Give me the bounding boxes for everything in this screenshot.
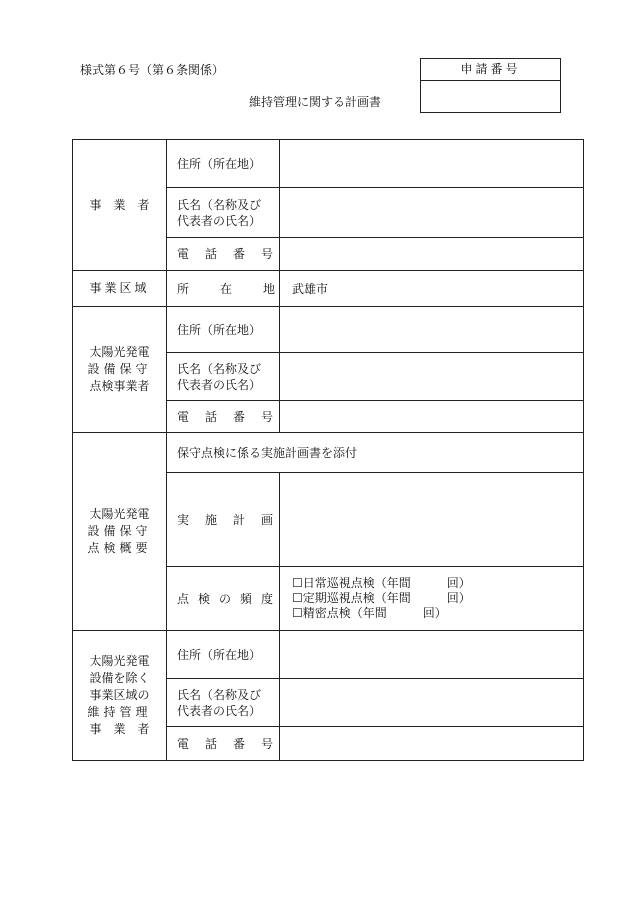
form-number: 様式第６号（第６条関係）: [80, 63, 225, 77]
inspection-operator-name-label: 氏名（名称及び 代表者の氏名）: [167, 353, 280, 401]
operator-phone-field[interactable]: [280, 238, 584, 271]
operator-label: 事 業 者: [73, 140, 167, 271]
operator-name-label: 氏名（名称及び 代表者の氏名）: [167, 188, 280, 238]
frequency-field: [280, 567, 584, 631]
periodic-patrol-checkbox[interactable]: ☐定期巡視点検（年間 回）: [292, 591, 471, 605]
area-maintenance-address-label: 住所（所在地）: [167, 631, 280, 679]
inspection-operator-phone-field[interactable]: [280, 401, 584, 433]
operator-phone-label: 電 話 番 号: [167, 238, 280, 271]
area-maintenance-name-label: 氏名（名称及び 代表者の氏名）: [167, 679, 280, 727]
area-maintenance-phone-label: 電 話 番 号: [167, 727, 280, 761]
attachment-note: 保守点検に係る実施計画書を添付: [167, 433, 584, 473]
operator-address-label: 住所（所在地）: [167, 140, 280, 188]
application-number-box: [420, 58, 561, 113]
maintenance-plan-table: [72, 139, 584, 761]
inspection-overview-label: 太陽光発電 設備保守 点検概要: [73, 433, 167, 631]
plan-label: 実 施 計 画: [167, 473, 280, 567]
area-maintenance-label: 太陽光発電 設備を除く 事業区域の 維持管理 事 業 者: [73, 631, 167, 761]
detailed-inspection-checkbox[interactable]: ☐精密点検（年間 回）: [292, 606, 447, 620]
area-location-label: 所 在 地: [167, 271, 280, 307]
operator-name-field[interactable]: [280, 188, 584, 238]
inspection-operator-address-field[interactable]: [280, 307, 584, 353]
document-title: 維持管理に関する計画書: [248, 95, 381, 109]
area-location-value[interactable]: 武雄市: [280, 271, 584, 307]
area-maintenance-phone-field[interactable]: [280, 727, 584, 761]
application-number-label: 申請番号: [421, 59, 560, 81]
application-number-field[interactable]: [421, 81, 560, 113]
area-label: 事業区域: [73, 271, 167, 307]
area-maintenance-address-field[interactable]: [280, 631, 584, 679]
frequency-label: 点 検 の 頻 度: [167, 567, 280, 631]
daily-patrol-checkbox[interactable]: ☐日常巡視点検（年間 回）: [292, 576, 471, 590]
plan-field[interactable]: [280, 473, 584, 567]
area-maintenance-name-field[interactable]: [280, 679, 584, 727]
inspection-operator-name-field[interactable]: [280, 353, 584, 401]
inspection-operator-phone-label: 電 話 番 号: [167, 401, 280, 433]
operator-address-field[interactable]: [280, 140, 584, 188]
inspection-operator-label: 太陽光発電 設備保守 点検事業者: [73, 307, 167, 433]
inspection-operator-address-label: 住所（所在地）: [167, 307, 280, 353]
